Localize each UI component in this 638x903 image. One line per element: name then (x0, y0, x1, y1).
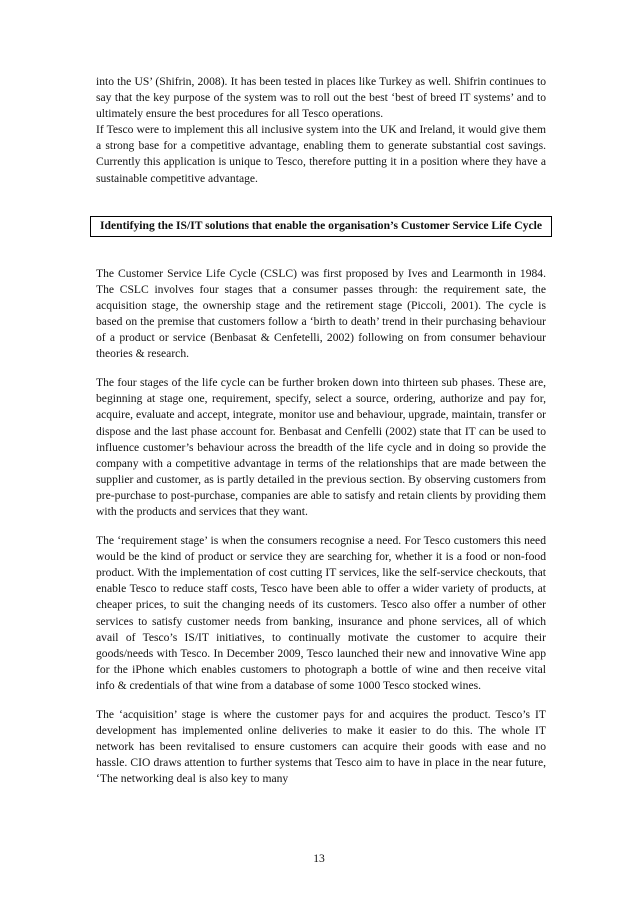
paragraph-requirement-stage: The ‘requirement stage’ is when the consumers recognise a need. For Tesco customers this need would be the kind of product or service they are searching for, whether it is a food or non-food product. With the implementation of cost cutting IT services, like the self-service checkouts, that enable Tesco to reduce staff costs, Tesco have been able to offer a wider variety of products, at cheaper prices, to suit the changing needs of its customers. Tesco also offer a number of other services to satisfy customer needs from banking, insurance and phone services, all of which avail of Tesco’s IS/IT initiatives, to continually motivate the customer to acquire their goods/needs with Tesco. In December 2009, Tesco launched their new and innovative Wine app for the iPhone which enables customers to photograph a bottle of wine and then receive vital info & credentials of that wine from a database of some 1000 Tesco stocked wines. (96, 534, 546, 692)
document-page (96, 74, 546, 787)
paragraph-acquisition-stage: The ‘acquisition’ stage is where the customer pays for and acquires the product. Tesco’s IT development has implemented online deliveries to make it easier to do this. The whole IT network has been revitalised to ensure customers can acquire their goods with ease and no hassle. CIO draws attention to further systems that Tesco aim to have in place in the near future, ‘The networking deal is also key to many (96, 708, 546, 786)
paragraph-shifrin: into the US’ (Shifrin, 2008). It has been tested in places like Turkey as well. Shifrin continues to say that the key purpose of the system was to roll out the best ‘best of breed IT systems’ and to ultimately ensure the best procedures for all Tesco operations. (96, 75, 546, 121)
paragraph-cslc-intro: The Customer Service Life Cycle (CSLC) was first proposed by Ives and Learmonth in 1984. The CSLC involves four stages that a consumer passes through: the requirement sate, the acquisition stage, the ownership stage and the retirement stage (Piccoli, 2001). The cycle is based on the premise that customers follow a ‘birth to death’ trend in their purchasing behaviour of a product or service (Benbasat & Cenfetelli, 2002) following on from consumer behaviour theories & research. (96, 266, 546, 361)
paragraph-uk-ireland: If Tesco were to implement this all inclusive system into the UK and Ireland, it would give them a strong base for a competitive advantage, enabling them to generate substantial cost savings. Currently this application is unique to Tesco, therefore putting it in a position where they have a sustainable competitive advantage. (96, 123, 546, 185)
paragraph-four-stages: The four stages of the life cycle can be further broken down into thirteen sub phases. These are, beginning at stage one, requirement, specify, select a source, ordering, authorize and pay for, acquire, evaluate and accept, integrate, monitor use and behaviour, upgrade, maintain, transfer or dispose and the last phase account for. Benbasat and Cenfelli (2002) state that IT can be used to influence customer’s behaviour across the breadth of the life cycle and in doing so provide the company with a competitive advantage in terms of the relationships that are made between the supplier and customer, as is partly detailed in the previous section. By observing customers from pre-purchase to post-purchase, companies are able to satisfy and retain clients by providing them with the products and services that they want. (96, 376, 546, 518)
page-number: 13 (313, 852, 325, 865)
section-heading: Identifying the IS/IT solutions that enable the organisation’s Customer Service Life Cycle (90, 216, 552, 237)
